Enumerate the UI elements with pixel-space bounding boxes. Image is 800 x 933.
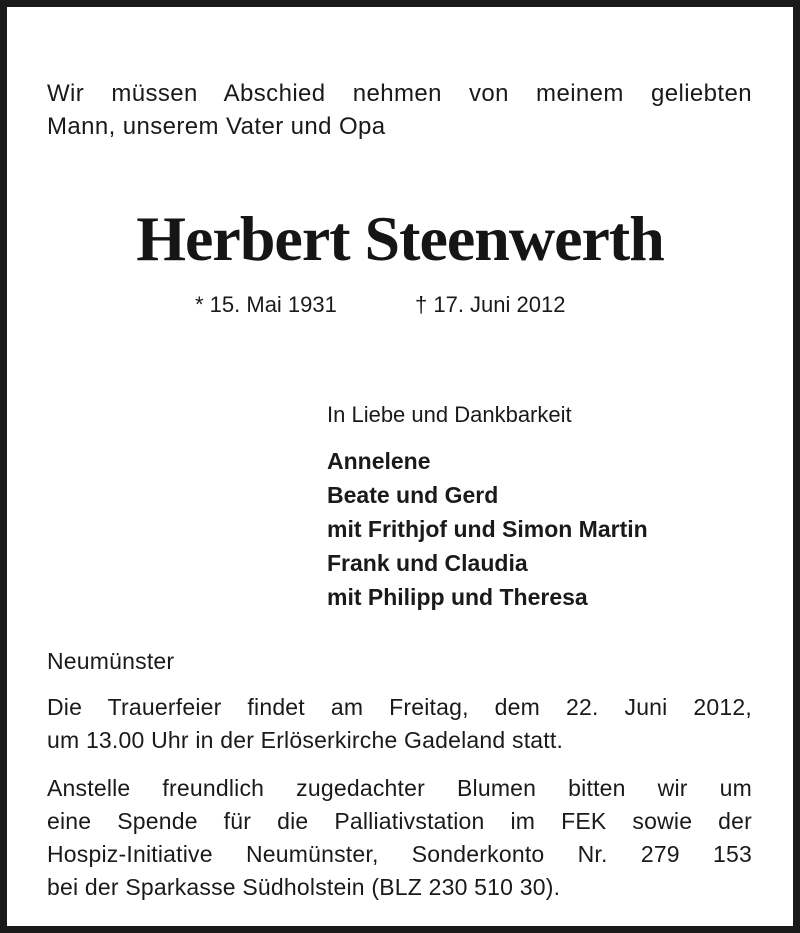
donation-line-4: bei der Sparkasse Südholstein (BLZ 230 510 30). [47,874,561,900]
mourner-name: mit Frithjof und Simon Martin [327,516,648,542]
mourners-heading: In Liebe und Dankbarkeit [327,402,572,427]
funeral-line-1: Die Trauerfeier findet am Freitag, dem 22. Juni 2012, [47,694,752,720]
mourners-list [327,444,648,614]
place-name: Neumünster [47,648,175,674]
mourner-name: Beate und Gerd [327,482,499,508]
donation-line-1: Anstelle freundlich zugedachter Blumen bitten wir um [47,775,752,801]
death-date: † 17. Juni 2012 [415,292,566,317]
intro-line-2: Mann, unserem Vater und Opa [47,113,386,140]
birth-date: * 15. Mai 1931 [195,292,337,317]
mourner-name: mit Philipp und Theresa [327,584,588,610]
intro-line-1: Wir müssen Abschied nehmen von meinem geliebten [47,80,752,107]
donation-line-3: Hospiz-Initiative Neumünster, Sonderkonto Nr. 279 153 [47,841,752,867]
donation-line-2: eine Spende für die Palliativstation im FEK sowie der [47,808,752,834]
funeral-info [47,691,752,757]
deceased-name: Herbert Steenwerth [136,203,664,274]
intro-text [47,77,752,143]
mourner-name: Frank und Claudia [327,550,528,576]
mourner-name: Annelene [327,448,431,474]
funeral-line-2: um 13.00 Uhr in der Erlöserkirche Gadeland statt. [47,727,564,753]
donation-info [47,772,752,904]
